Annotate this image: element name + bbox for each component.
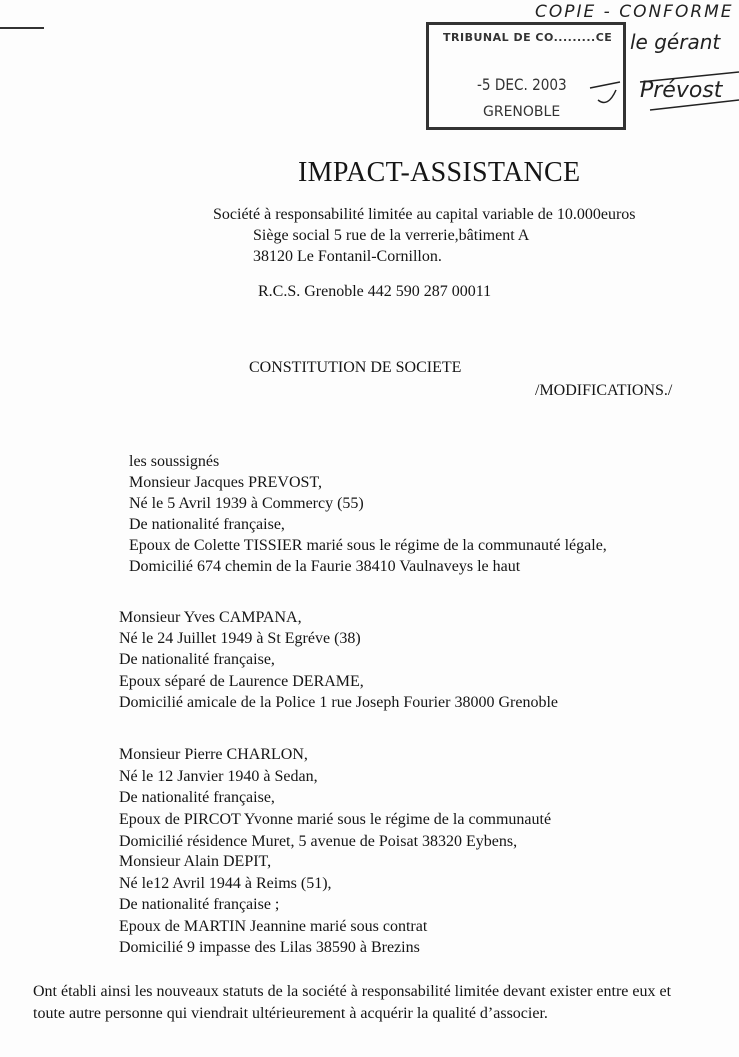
person-birth: Né le12 Avril 1944 à Reims (51),	[119, 875, 332, 892]
person-address: Domicilié 9 impasse des Lilas 38590 à Brezins	[119, 939, 420, 956]
company-capital: Société à responsabilité limitée au capital variable de 10.000euros	[213, 206, 636, 223]
closing-line-2: toute autre personne qui viendrait ultérieurement à acquérir la qualité d’associer.	[33, 1005, 548, 1022]
section-modifier: /MODIFICATIONS./	[535, 382, 673, 399]
person-name: Monsieur Yves CAMPANA,	[119, 609, 302, 626]
person-nationality: De nationalité française,	[119, 651, 275, 668]
person-address: Domicilié 674 chemin de la Faurie 38410 Vaulnaveys le haut	[129, 558, 521, 575]
scan-mark	[0, 27, 44, 29]
stamp-city: GRENOBLE	[483, 104, 561, 120]
person-birth: Né le 12 Janvier 1940 à Sedan,	[119, 768, 318, 785]
person-spouse: Epoux de PIRCOT Yvonne marié sous le régime de la communauté	[119, 811, 552, 828]
closing-line-1: Ont établi ainsi les nouveaux statuts de la société à responsabilité limitée devant exister entre eux et	[33, 983, 672, 1000]
person-name: Monsieur Pierre CHARLON,	[119, 746, 308, 763]
person-birth: Né le 24 Juillet 1949 à St Egréve (38)	[119, 630, 361, 647]
stamp-court: TRIBUNAL DE CO.........CE	[443, 31, 613, 44]
person-nationality: De nationalité française,	[119, 789, 275, 806]
company-rcs: R.C.S. Grenoble 442 590 287 00011	[258, 283, 492, 300]
handwritten-gerant: le gérant	[630, 30, 721, 54]
company-title: IMPACT-ASSISTANCE	[298, 157, 581, 188]
signature-strokes	[580, 60, 739, 120]
section-heading: CONSTITUTION DE SOCIETE	[249, 359, 462, 376]
handwritten-copie-conforme: COPIE - CONFORME	[535, 2, 734, 22]
handwritten-signature: Prévost	[640, 78, 723, 103]
stamp-date: -5 DEC. 2003	[477, 75, 567, 94]
company-city: 38120 Le Fontanil-Cornillon.	[253, 248, 442, 265]
company-address: Siège social 5 rue de la verrerie,bâtiment A	[253, 227, 530, 244]
person-spouse: Epoux de Colette TISSIER marié sous le régime de la communauté légale,	[129, 537, 607, 554]
person-nationality: De nationalité française ;	[119, 896, 280, 913]
person-address: Domicilié résidence Muret, 5 avenue de Poisat 38320 Eybens,	[119, 833, 518, 850]
intro-text: les soussignés	[129, 453, 220, 470]
person-name: Monsieur Alain DEPIT,	[119, 853, 272, 870]
person-address: Domicilié amicale de la Police 1 rue Joseph Fourier 38000 Grenoble	[119, 694, 558, 711]
person-birth: Né le 5 Avril 1939 à Commercy (55)	[129, 495, 364, 512]
person-nationality: De nationalité française,	[129, 516, 285, 533]
person-spouse: Epoux séparé de Laurence DERAME,	[119, 673, 364, 690]
person-spouse: Epoux de MARTIN Jeannine marié sous contrat	[119, 918, 428, 935]
person-name: Monsieur Jacques PREVOST,	[129, 474, 323, 491]
